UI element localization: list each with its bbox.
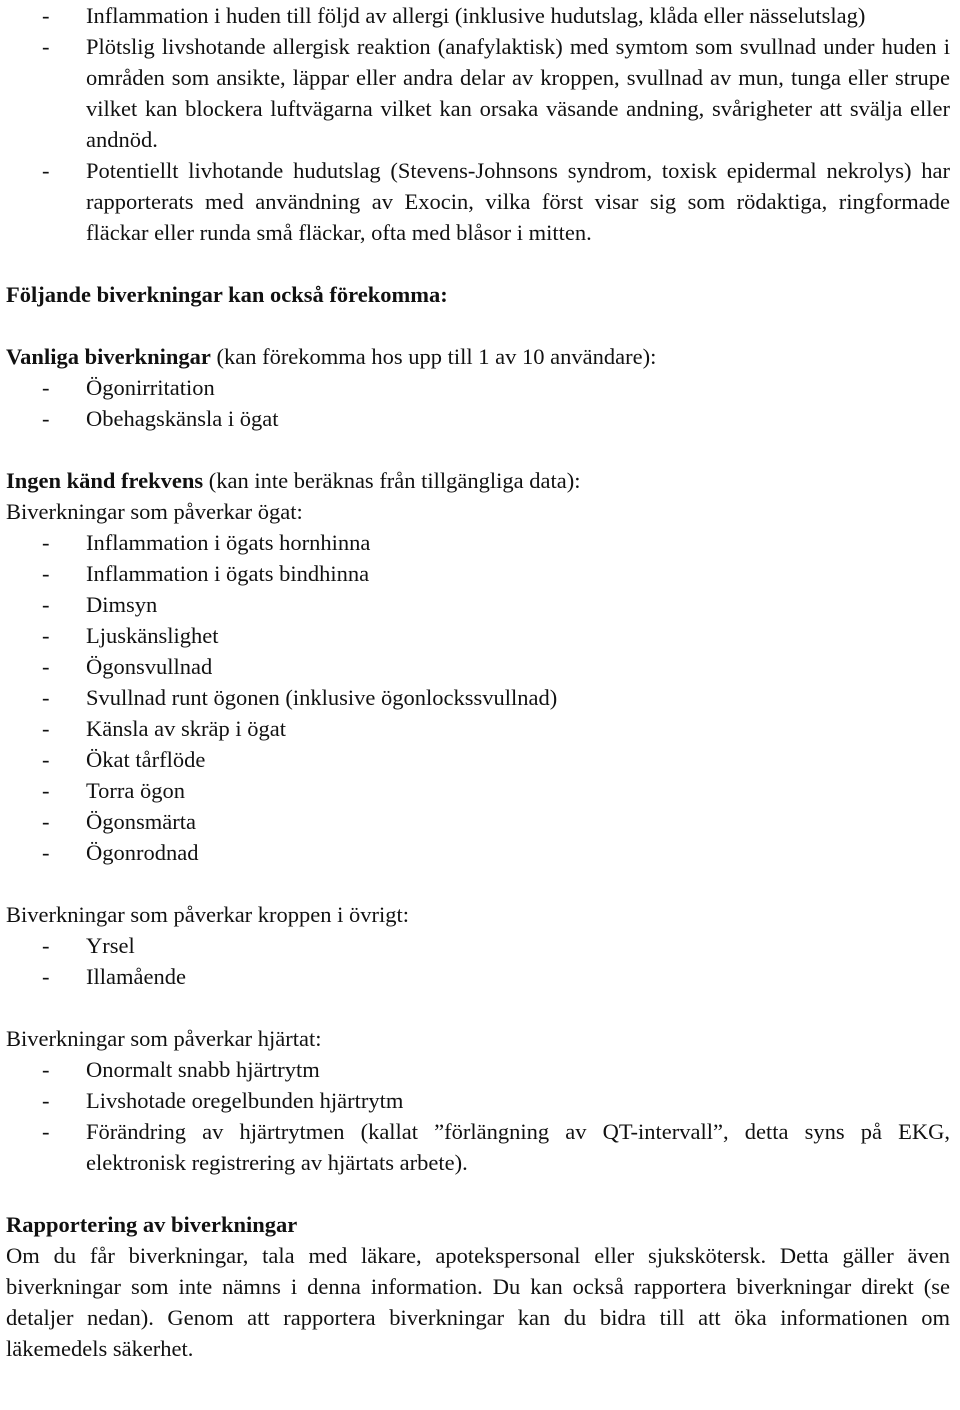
list-item-text: Inflammation i huden till följd av allergi (inklusive hudutslag, klåda eller nässelutslag) <box>86 3 866 28</box>
list-item <box>6 1054 950 1085</box>
bullet-dash: - <box>42 747 50 772</box>
common-label: Vanliga biverkningar <box>6 344 211 369</box>
spacer <box>6 992 950 1023</box>
list-item-text: Ögonsvullnad <box>86 654 213 679</box>
list-item <box>6 961 950 992</box>
bullet-dash: - <box>42 3 50 28</box>
bullet-dash: - <box>42 158 50 183</box>
list-item-text: Känsla av skräp i ögat <box>86 716 286 741</box>
list-item <box>6 527 950 558</box>
report-text: Om du får biverkningar, tala med läkare, apotekspersonal eller sjukskötersk. Detta gäller även biverkningar som inte nämns i denna information. Du kan också rapportera biverkningar direkt (se detaljer nedan). Genom att rapportera biverkningar kan du bidra till att öka informationen om läkemedels säkerhet. <box>6 1243 950 1361</box>
list-item <box>6 682 950 713</box>
bullet-dash: - <box>42 1119 50 1144</box>
list-item <box>6 558 950 589</box>
list-item-text: Torra ögon <box>86 778 186 803</box>
list-item <box>6 372 950 403</box>
list-item-text: Ögonirritation <box>86 375 215 400</box>
list-item-text: Obehagskänsla i ögat <box>86 406 279 431</box>
spacer <box>6 310 950 341</box>
list-item <box>6 744 950 775</box>
bullet-dash: - <box>42 1088 50 1113</box>
spacer <box>6 434 950 465</box>
bullet-dash: - <box>42 623 50 648</box>
report-heading: Rapportering av biverkningar <box>6 1212 298 1237</box>
list-item-text: Förändring av hjärtrytmen (kallat ”förlängning av QT-intervall”, detta syns på EKG, elektronisk registrering av hjärtats arbete). <box>86 1119 950 1175</box>
list-item-text: Ljuskänslighet <box>86 623 219 648</box>
heart-title: Biverkningar som påverkar hjärtat: <box>6 1026 322 1051</box>
list-item-text: Illamående <box>86 964 186 989</box>
list-item <box>6 1085 950 1116</box>
list-item <box>6 155 950 248</box>
spacer <box>6 1178 950 1209</box>
list-item <box>6 930 950 961</box>
list-item-text: Ögonrodnad <box>86 840 199 865</box>
also-heading: Följande biverkningar kan också förekomma: <box>6 282 448 307</box>
list-item <box>6 0 950 31</box>
list-item <box>6 589 950 620</box>
list-item-text: Inflammation i ögats bindhinna <box>86 561 370 586</box>
list-item-text: Yrsel <box>86 933 135 958</box>
list-item-text: Livshotade oregelbunden hjärtrytm <box>86 1088 404 1113</box>
bullet-dash: - <box>42 809 50 834</box>
bullet-dash: - <box>42 592 50 617</box>
list-item <box>6 651 950 682</box>
bullet-dash: - <box>42 1057 50 1082</box>
bullet-dash: - <box>42 406 50 431</box>
bullet-dash: - <box>42 716 50 741</box>
top-list <box>6 0 950 248</box>
bullet-dash: - <box>42 34 50 59</box>
list-item <box>6 1116 950 1178</box>
bullet-dash: - <box>42 375 50 400</box>
spacer <box>6 868 950 899</box>
list-item-text: Inflammation i ögats hornhinna <box>86 530 371 555</box>
bullet-dash: - <box>42 840 50 865</box>
bullet-dash: - <box>42 530 50 555</box>
bullet-dash: - <box>42 561 50 586</box>
list-item <box>6 620 950 651</box>
unknown-heading <box>6 465 950 496</box>
bullet-dash: - <box>42 933 50 958</box>
bullet-dash: - <box>42 685 50 710</box>
list-item-text: Svullnad runt ögonen (inklusive ögonlockssvullnad) <box>86 685 558 710</box>
list-item-text: Ögonsmärta <box>86 809 196 834</box>
list-item <box>6 837 950 868</box>
eye-title: Biverkningar som påverkar ögat: <box>6 499 303 524</box>
unknown-desc: (kan inte beräknas från tillgängliga data): <box>208 468 581 493</box>
list-item-text: Plötslig livshotande allergisk reaktion (anafylaktisk) med symtom som svullnad under huden i områden som ansikte, läppar eller andra delar av kroppen, svullnad av mun, tunga eller strupe vilket kan blockera luftvägarna vilket kan orsaka väsande andning, svårigheter att svälja eller andnöd. <box>86 34 950 152</box>
list-item-text: Ökat tårflöde <box>86 747 206 772</box>
bullet-dash: - <box>42 778 50 803</box>
list-item-text: Dimsyn <box>86 592 158 617</box>
list-item-text: Onormalt snabb hjärtrytm <box>86 1057 320 1082</box>
bullet-dash: - <box>42 654 50 679</box>
unknown-label: Ingen känd frekvens <box>6 468 204 493</box>
list-item <box>6 806 950 837</box>
body-title: Biverkningar som påverkar kroppen i övrigt: <box>6 902 410 927</box>
list-item <box>6 775 950 806</box>
spacer <box>6 248 950 279</box>
eye-list <box>6 527 950 868</box>
list-item <box>6 31 950 155</box>
list-item-text: Potentiellt livhotande hudutslag (Stevens-Johnsons syndrom, toxisk epidermal nekrolys) har rapporterats med användning av Exocin, vilka först visar sig som rödaktiga, ringformade fläckar eller runda små fläckar, ofta med blåsor i mitten. <box>86 158 950 245</box>
common-desc: (kan förekomma hos upp till 1 av 10 användare): <box>216 344 657 369</box>
list-item <box>6 713 950 744</box>
list-item <box>6 403 950 434</box>
common-heading <box>6 341 950 372</box>
bullet-dash: - <box>42 964 50 989</box>
